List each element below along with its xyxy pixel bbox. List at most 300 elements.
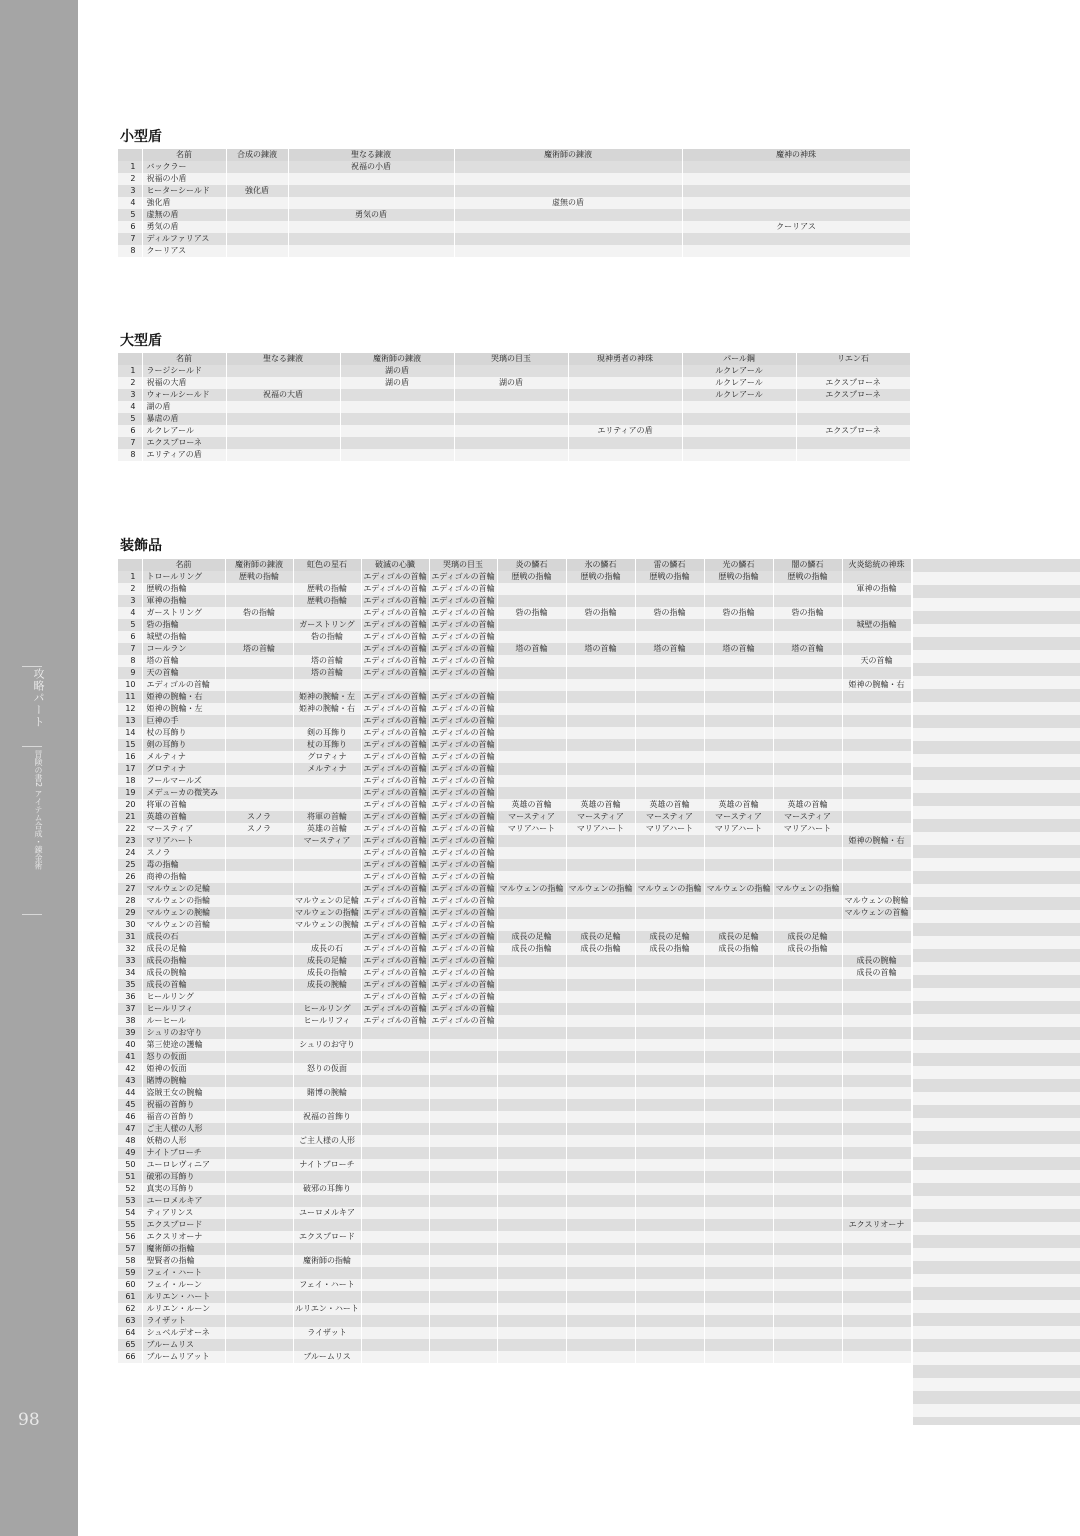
result-cell: [842, 883, 911, 895]
result-cell: [226, 221, 288, 233]
column-header: 氷の鱗石: [566, 559, 635, 571]
result-cell: [429, 1207, 497, 1219]
result-cell: [225, 715, 293, 727]
result-cell: [704, 1315, 773, 1327]
result-cell: マリアハート: [497, 823, 566, 835]
result-cell: [225, 1063, 293, 1075]
row-number: 53: [118, 1195, 142, 1207]
item-name: ユーロレヴィニア: [142, 1159, 225, 1171]
result-cell: [704, 691, 773, 703]
result-cell: [842, 1351, 911, 1363]
result-cell: 軍神の指輪: [842, 583, 911, 595]
table-row: [118, 607, 911, 619]
result-cell: [635, 1063, 704, 1075]
row-number: 22: [118, 823, 142, 835]
row-number: 11: [118, 691, 142, 703]
result-cell: 成長の指輪: [566, 943, 635, 955]
item-name: クーリアス: [142, 245, 226, 257]
result-cell: [842, 607, 911, 619]
result-cell: [429, 1303, 497, 1315]
row-number: 3: [118, 185, 142, 197]
result-cell: [704, 1351, 773, 1363]
result-cell: [225, 763, 293, 775]
result-cell: [226, 449, 340, 461]
column-header: [118, 353, 142, 365]
result-cell: [773, 679, 842, 691]
result-cell: [635, 1243, 704, 1255]
table-row: [118, 775, 911, 787]
row-number: 31: [118, 931, 142, 943]
result-cell: [226, 437, 340, 449]
result-cell: エディゴルの首輪: [361, 991, 429, 1003]
row-number: 25: [118, 859, 142, 871]
result-cell: 勇気の盾: [288, 209, 454, 221]
result-cell: [361, 1135, 429, 1147]
result-cell: [704, 703, 773, 715]
result-cell: [842, 1171, 911, 1183]
row-number: 52: [118, 1183, 142, 1195]
result-cell: 祝福の首飾り: [293, 1111, 361, 1123]
row-number: 9: [118, 667, 142, 679]
result-cell: ナイトブローチ: [293, 1159, 361, 1171]
result-cell: エディゴルの首輪: [361, 715, 429, 727]
item-name: 姫神の腕輪・右: [142, 691, 225, 703]
result-cell: 成長の足輪: [773, 931, 842, 943]
result-cell: [497, 1303, 566, 1315]
result-cell: [566, 1135, 635, 1147]
result-cell: [497, 763, 566, 775]
result-cell: [225, 871, 293, 883]
result-cell: [842, 1111, 911, 1123]
result-cell: [497, 1111, 566, 1123]
result-cell: [293, 1051, 361, 1063]
result-cell: [566, 655, 635, 667]
row-number: 24: [118, 847, 142, 859]
result-cell: [566, 1303, 635, 1315]
result-cell: エディゴルの首輪: [429, 763, 497, 775]
row-number: 40: [118, 1039, 142, 1051]
row-number: 37: [118, 1003, 142, 1015]
result-cell: [429, 1123, 497, 1135]
result-cell: [429, 1351, 497, 1363]
result-cell: [842, 1255, 911, 1267]
result-cell: [225, 1087, 293, 1099]
result-cell: 歴戦の指輪: [497, 571, 566, 583]
result-cell: 歴戦の指輪: [225, 571, 293, 583]
result-cell: [497, 1147, 566, 1159]
item-name: コールラン: [142, 643, 225, 655]
row-number: 6: [118, 425, 142, 437]
result-cell: [842, 1147, 911, 1159]
result-cell: [842, 1039, 911, 1051]
table-row: [118, 595, 911, 607]
row-number: 63: [118, 1315, 142, 1327]
result-cell: [566, 1111, 635, 1123]
table-row: [118, 691, 911, 703]
result-cell: [225, 679, 293, 691]
item-name: マルウェンの指輪: [142, 895, 225, 907]
result-cell: [497, 967, 566, 979]
result-cell: [704, 955, 773, 967]
result-cell: [773, 583, 842, 595]
result-cell: エディゴルの首輪: [429, 595, 497, 607]
row-number: 29: [118, 907, 142, 919]
item-name: 歴戦の指輪: [142, 583, 225, 595]
result-cell: [682, 437, 796, 449]
result-cell: [225, 751, 293, 763]
result-cell: [773, 847, 842, 859]
result-cell: [566, 871, 635, 883]
result-cell: エディゴルの首輪: [429, 727, 497, 739]
result-cell: スノラ: [225, 823, 293, 835]
result-cell: [225, 1255, 293, 1267]
result-cell: [704, 1279, 773, 1291]
result-cell: [361, 1315, 429, 1327]
result-cell: [566, 847, 635, 859]
result-cell: [704, 1339, 773, 1351]
column-header: 名前: [142, 559, 225, 571]
result-cell: [225, 775, 293, 787]
item-name: マルウェンの腕輪: [142, 907, 225, 919]
result-cell: [293, 715, 361, 727]
result-cell: [704, 919, 773, 931]
table-row: [118, 209, 910, 221]
result-cell: [497, 991, 566, 1003]
table-row: [118, 1159, 911, 1171]
result-cell: エディゴルの首輪: [361, 763, 429, 775]
result-cell: 塔の首輪: [225, 643, 293, 655]
result-cell: [429, 1267, 497, 1279]
result-cell: [566, 1327, 635, 1339]
row-number: 16: [118, 751, 142, 763]
result-cell: [429, 1063, 497, 1075]
table-row: [118, 811, 911, 823]
table-row: [118, 667, 911, 679]
item-name: 虚無の盾: [142, 209, 226, 221]
result-cell: [635, 1111, 704, 1123]
result-cell: [704, 1027, 773, 1039]
table-row: [118, 799, 911, 811]
result-cell: [635, 859, 704, 871]
result-cell: [293, 1171, 361, 1183]
row-number: 59: [118, 1267, 142, 1279]
result-cell: [361, 1255, 429, 1267]
result-cell: [566, 619, 635, 631]
result-cell: 砦の指輪: [497, 607, 566, 619]
result-cell: 虚無の盾: [454, 197, 682, 209]
result-cell: 姫神の腕輪・右: [842, 679, 911, 691]
result-cell: メルティナ: [293, 763, 361, 775]
result-cell: [225, 1135, 293, 1147]
result-cell: [225, 1123, 293, 1135]
result-cell: 姫神の腕輪・右: [293, 703, 361, 715]
result-cell: [773, 1291, 842, 1303]
result-cell: [773, 1255, 842, 1267]
result-cell: [566, 1159, 635, 1171]
row-number: 10: [118, 679, 142, 691]
result-cell: [773, 1123, 842, 1135]
result-cell: [704, 979, 773, 991]
result-cell: ヒールリング: [293, 1003, 361, 1015]
result-cell: [497, 655, 566, 667]
result-cell: エディゴルの首輪: [429, 607, 497, 619]
result-cell: [225, 703, 293, 715]
result-cell: [226, 161, 288, 173]
result-cell: [842, 979, 911, 991]
result-cell: エディゴルの首輪: [429, 787, 497, 799]
result-cell: エディゴルの首輪: [361, 775, 429, 787]
item-name: マリアハート: [142, 835, 225, 847]
result-cell: エディゴルの首輪: [429, 1003, 497, 1015]
result-cell: [497, 727, 566, 739]
result-cell: [773, 1339, 842, 1351]
result-cell: [454, 245, 682, 257]
result-cell: スノラ: [225, 811, 293, 823]
result-cell: [704, 1255, 773, 1267]
result-cell: [566, 775, 635, 787]
result-cell: 怒りの仮面: [293, 1063, 361, 1075]
item-name: ナイトブローチ: [142, 1147, 225, 1159]
column-header: 光の鱗石: [704, 559, 773, 571]
result-cell: エディゴルの首輪: [429, 583, 497, 595]
result-cell: エディゴルの首輪: [429, 931, 497, 943]
row-number: 7: [118, 643, 142, 655]
result-cell: [340, 449, 454, 461]
item-name: ルーヒール: [142, 1015, 225, 1027]
result-cell: [497, 1087, 566, 1099]
item-name: 勇気の盾: [142, 221, 226, 233]
result-cell: エディゴルの首輪: [361, 727, 429, 739]
result-cell: [293, 1243, 361, 1255]
item-name: マルウェンの首輪: [142, 919, 225, 931]
result-cell: [566, 1039, 635, 1051]
result-cell: [566, 679, 635, 691]
result-cell: [225, 1351, 293, 1363]
result-cell: [454, 221, 682, 233]
result-cell: [842, 823, 911, 835]
result-cell: [773, 1219, 842, 1231]
result-cell: [566, 1063, 635, 1075]
result-cell: マルウェンの腕輪: [293, 919, 361, 931]
table-row: [118, 1255, 911, 1267]
result-cell: [773, 739, 842, 751]
row-number: 39: [118, 1027, 142, 1039]
result-cell: [635, 1027, 704, 1039]
result-cell: [497, 919, 566, 931]
item-name: シュリのお守り: [142, 1027, 225, 1039]
result-cell: [225, 1111, 293, 1123]
result-cell: [704, 787, 773, 799]
item-name: シュベルデオーネ: [142, 1327, 225, 1339]
result-cell: 祝福の大盾: [226, 389, 340, 401]
result-cell: [361, 1063, 429, 1075]
result-cell: [429, 1195, 497, 1207]
result-cell: [361, 1207, 429, 1219]
row-number: 43: [118, 1075, 142, 1087]
result-cell: 成長の指輪: [773, 943, 842, 955]
row-number: 66: [118, 1351, 142, 1363]
item-name: 塔の首輪: [142, 655, 225, 667]
row-number: 7: [118, 233, 142, 245]
result-cell: エディゴルの首輪: [429, 991, 497, 1003]
column-header: パール鋼: [682, 353, 796, 365]
row-number: 2: [118, 173, 142, 185]
result-cell: エディゴルの首輪: [429, 751, 497, 763]
result-cell: [566, 979, 635, 991]
result-cell: [225, 619, 293, 631]
result-cell: [497, 1159, 566, 1171]
result-cell: [682, 209, 910, 221]
column-header: [118, 559, 142, 571]
result-cell: [704, 1267, 773, 1279]
table-row: [118, 979, 911, 991]
item-name: 真実の耳飾り: [142, 1183, 225, 1195]
result-cell: [429, 1135, 497, 1147]
result-cell: [225, 835, 293, 847]
result-cell: [497, 595, 566, 607]
result-cell: [454, 449, 568, 461]
result-cell: [429, 1219, 497, 1231]
result-cell: 城壁の指輪: [842, 619, 911, 631]
result-cell: [497, 1195, 566, 1207]
result-cell: [635, 1183, 704, 1195]
result-cell: マリアハート: [773, 823, 842, 835]
result-cell: [704, 1015, 773, 1027]
result-cell: [773, 1327, 842, 1339]
result-cell: 塔の首輪: [635, 643, 704, 655]
result-cell: [635, 895, 704, 907]
result-cell: エディゴルの首輪: [361, 955, 429, 967]
item-name: 祝福の首飾り: [142, 1099, 225, 1111]
item-name: 聖賢者の指輪: [142, 1255, 225, 1267]
result-cell: エディゴルの首輪: [361, 895, 429, 907]
table-row: [118, 1279, 911, 1291]
result-cell: [568, 377, 682, 389]
result-cell: [842, 1303, 911, 1315]
result-cell: [293, 1315, 361, 1327]
result-cell: [568, 401, 682, 413]
result-cell: [773, 1075, 842, 1087]
result-cell: 強化盾: [226, 185, 288, 197]
result-cell: [497, 631, 566, 643]
result-cell: [225, 1075, 293, 1087]
result-cell: [682, 413, 796, 425]
table-row: [118, 895, 911, 907]
result-cell: [635, 1315, 704, 1327]
result-cell: フェイ・ハート: [293, 1279, 361, 1291]
result-cell: [773, 895, 842, 907]
result-cell: [842, 1159, 911, 1171]
result-cell: [773, 715, 842, 727]
row-number: 8: [118, 245, 142, 257]
result-cell: シュリのお守り: [293, 1039, 361, 1051]
result-cell: [773, 1003, 842, 1015]
result-cell: [842, 691, 911, 703]
result-cell: [635, 1195, 704, 1207]
result-cell: [566, 1267, 635, 1279]
row-number: 15: [118, 739, 142, 751]
table-row: [118, 919, 911, 931]
result-cell: 塔の首輪: [773, 643, 842, 655]
result-cell: [497, 1267, 566, 1279]
result-cell: [635, 619, 704, 631]
result-cell: [429, 679, 497, 691]
result-cell: [566, 1231, 635, 1243]
result-cell: [288, 173, 454, 185]
result-cell: [568, 389, 682, 401]
result-cell: 賭博の腕輪: [293, 1087, 361, 1099]
result-cell: [293, 643, 361, 655]
result-cell: [635, 847, 704, 859]
result-cell: [635, 1099, 704, 1111]
result-cell: [429, 1327, 497, 1339]
result-cell: [497, 1255, 566, 1267]
result-cell: [773, 1015, 842, 1027]
result-cell: [225, 667, 293, 679]
row-number: 20: [118, 799, 142, 811]
result-cell: [842, 1195, 911, 1207]
result-cell: エディゴルの首輪: [361, 943, 429, 955]
result-cell: 歴戦の指輪: [704, 571, 773, 583]
table-row: [118, 1351, 911, 1363]
result-cell: エディゴルの首輪: [429, 835, 497, 847]
table-row: [118, 1171, 911, 1183]
result-cell: [704, 619, 773, 631]
result-cell: [842, 811, 911, 823]
result-cell: [497, 583, 566, 595]
result-cell: 成長の足輪: [704, 931, 773, 943]
result-cell: [704, 991, 773, 1003]
result-cell: [293, 847, 361, 859]
table-row: [118, 871, 911, 883]
row-number: 1: [118, 571, 142, 583]
item-name: 魔術師の指輪: [142, 1243, 225, 1255]
table-row: [118, 1231, 911, 1243]
result-cell: 英雄の首輪: [293, 823, 361, 835]
result-cell: エディゴルの首輪: [429, 667, 497, 679]
table-row: [118, 1291, 911, 1303]
row-number: 12: [118, 703, 142, 715]
table-row: [118, 955, 911, 967]
result-cell: [429, 1243, 497, 1255]
large-shield-title: 大型盾: [120, 333, 162, 349]
result-cell: [293, 607, 361, 619]
result-cell: [226, 377, 340, 389]
result-cell: [225, 1303, 293, 1315]
result-cell: [842, 1027, 911, 1039]
item-name: 福音の首飾り: [142, 1111, 225, 1123]
result-cell: [225, 727, 293, 739]
result-cell: [635, 1087, 704, 1099]
result-cell: エディゴルの首輪: [361, 967, 429, 979]
result-cell: [293, 1195, 361, 1207]
row-number: 48: [118, 1135, 142, 1147]
result-cell: [566, 595, 635, 607]
result-cell: [635, 1003, 704, 1015]
row-number: 3: [118, 595, 142, 607]
result-cell: [842, 1063, 911, 1075]
result-cell: [429, 1087, 497, 1099]
table-row: [118, 1303, 911, 1315]
result-cell: マルウェンの指輪: [704, 883, 773, 895]
result-cell: [454, 437, 568, 449]
result-cell: [293, 1099, 361, 1111]
result-cell: エクスリオーナ: [842, 1219, 911, 1231]
result-cell: [340, 401, 454, 413]
result-cell: クーリアス: [682, 221, 910, 233]
result-cell: [225, 943, 293, 955]
result-cell: [773, 775, 842, 787]
